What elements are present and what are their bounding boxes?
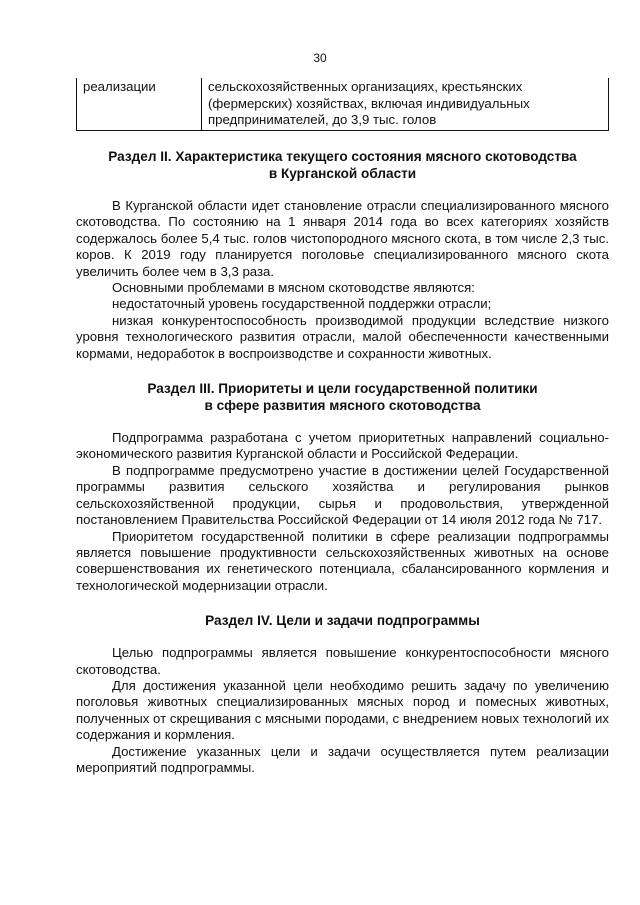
- section-3-title: Раздел III. Приоритеты и цели государственной политики в сфере развития мясного скотоводства: [147, 381, 538, 414]
- section-4-paragraph: Достижение указанных цели и задачи осуществляется путем реализации мероприятий подпрограммы.: [76, 743, 609, 775]
- continued-table: [76, 78, 609, 131]
- section-4-paragraph: Для достижения указанной цели необходимо решить задачу по увеличению поголовья животных специализированных мясных пород и помесных животных, полученных от скрещивания с мясными породами, с внедрением новых технологий их содержания и кормления.: [76, 677, 609, 743]
- section-3-paragraph: Подпрограмма разработана с учетом приоритетных направлений социально-экономического развития Курганской области и Российской Федерации.: [76, 430, 609, 462]
- section-2-paragraph: низкая конкурентоспособность производимой продукции вследствие низкого уровня технологического развития отрасли, малой обеспеченности качественными кормами, недоработок в воспроизводстве и сохранности животных.: [76, 312, 609, 361]
- section-3-paragraph: В подпрограмме предусмотрено участие в достижении целей Государственной программы развития сельского хозяйства и регулирования рынков сельскохозяйственной продукции, сырья и продовольствия, утвержденной постановлением Правительства Российской Федерации от 14 июля 2012 года № 717.: [76, 462, 609, 528]
- section-3-paragraph: Приоритетом государственной политики в сфере реализации подпрограммы является повышение продуктивности сельскохозяйственных животных на основе совершенствования их генетического потенциала, сбалансированного кормления и технологической модернизации отрасли.: [76, 528, 609, 593]
- page-number: 30: [313, 51, 327, 65]
- document-body: [76, 148, 609, 776]
- section-2-title: Раздел II. Характеристика текущего состояния мясного скотоводства в Курганской области: [108, 149, 577, 181]
- table-cell-left: реализации: [77, 78, 202, 130]
- section-2-paragraph: Основными проблемами в мясном скотоводстве являются:: [112, 280, 475, 296]
- section-4-paragraph: Целью подпрограммы является повышение конкурентоспособности мясного скотоводства.: [76, 645, 609, 677]
- table-cell-right: сельскохозяйственных организациях, крестьянских (фермерских) хозяйствах, включая индивидуальных предпринимателей, до 3,9 тыс. голов: [202, 78, 609, 130]
- table-row: [77, 78, 609, 130]
- section-2-paragraph: недостаточный уровень государственной поддержки отрасли;: [112, 296, 492, 312]
- section-4-title: Раздел IV. Цели и задачи подпрограммы: [205, 613, 480, 629]
- section-2-paragraph: В Курганской области идет становление отрасли специализированного мясного скотоводства. По состоянию на 1 января 2014 года во всех категориях хозяйств содержалось более 5,4 тыс. голов чистопородного мясного скота, в том числе 2,3 тыс. коров. К 2019 году планируется поголовье специализированного мясного скота увеличить более чем в 3,3 раза.: [76, 198, 609, 279]
